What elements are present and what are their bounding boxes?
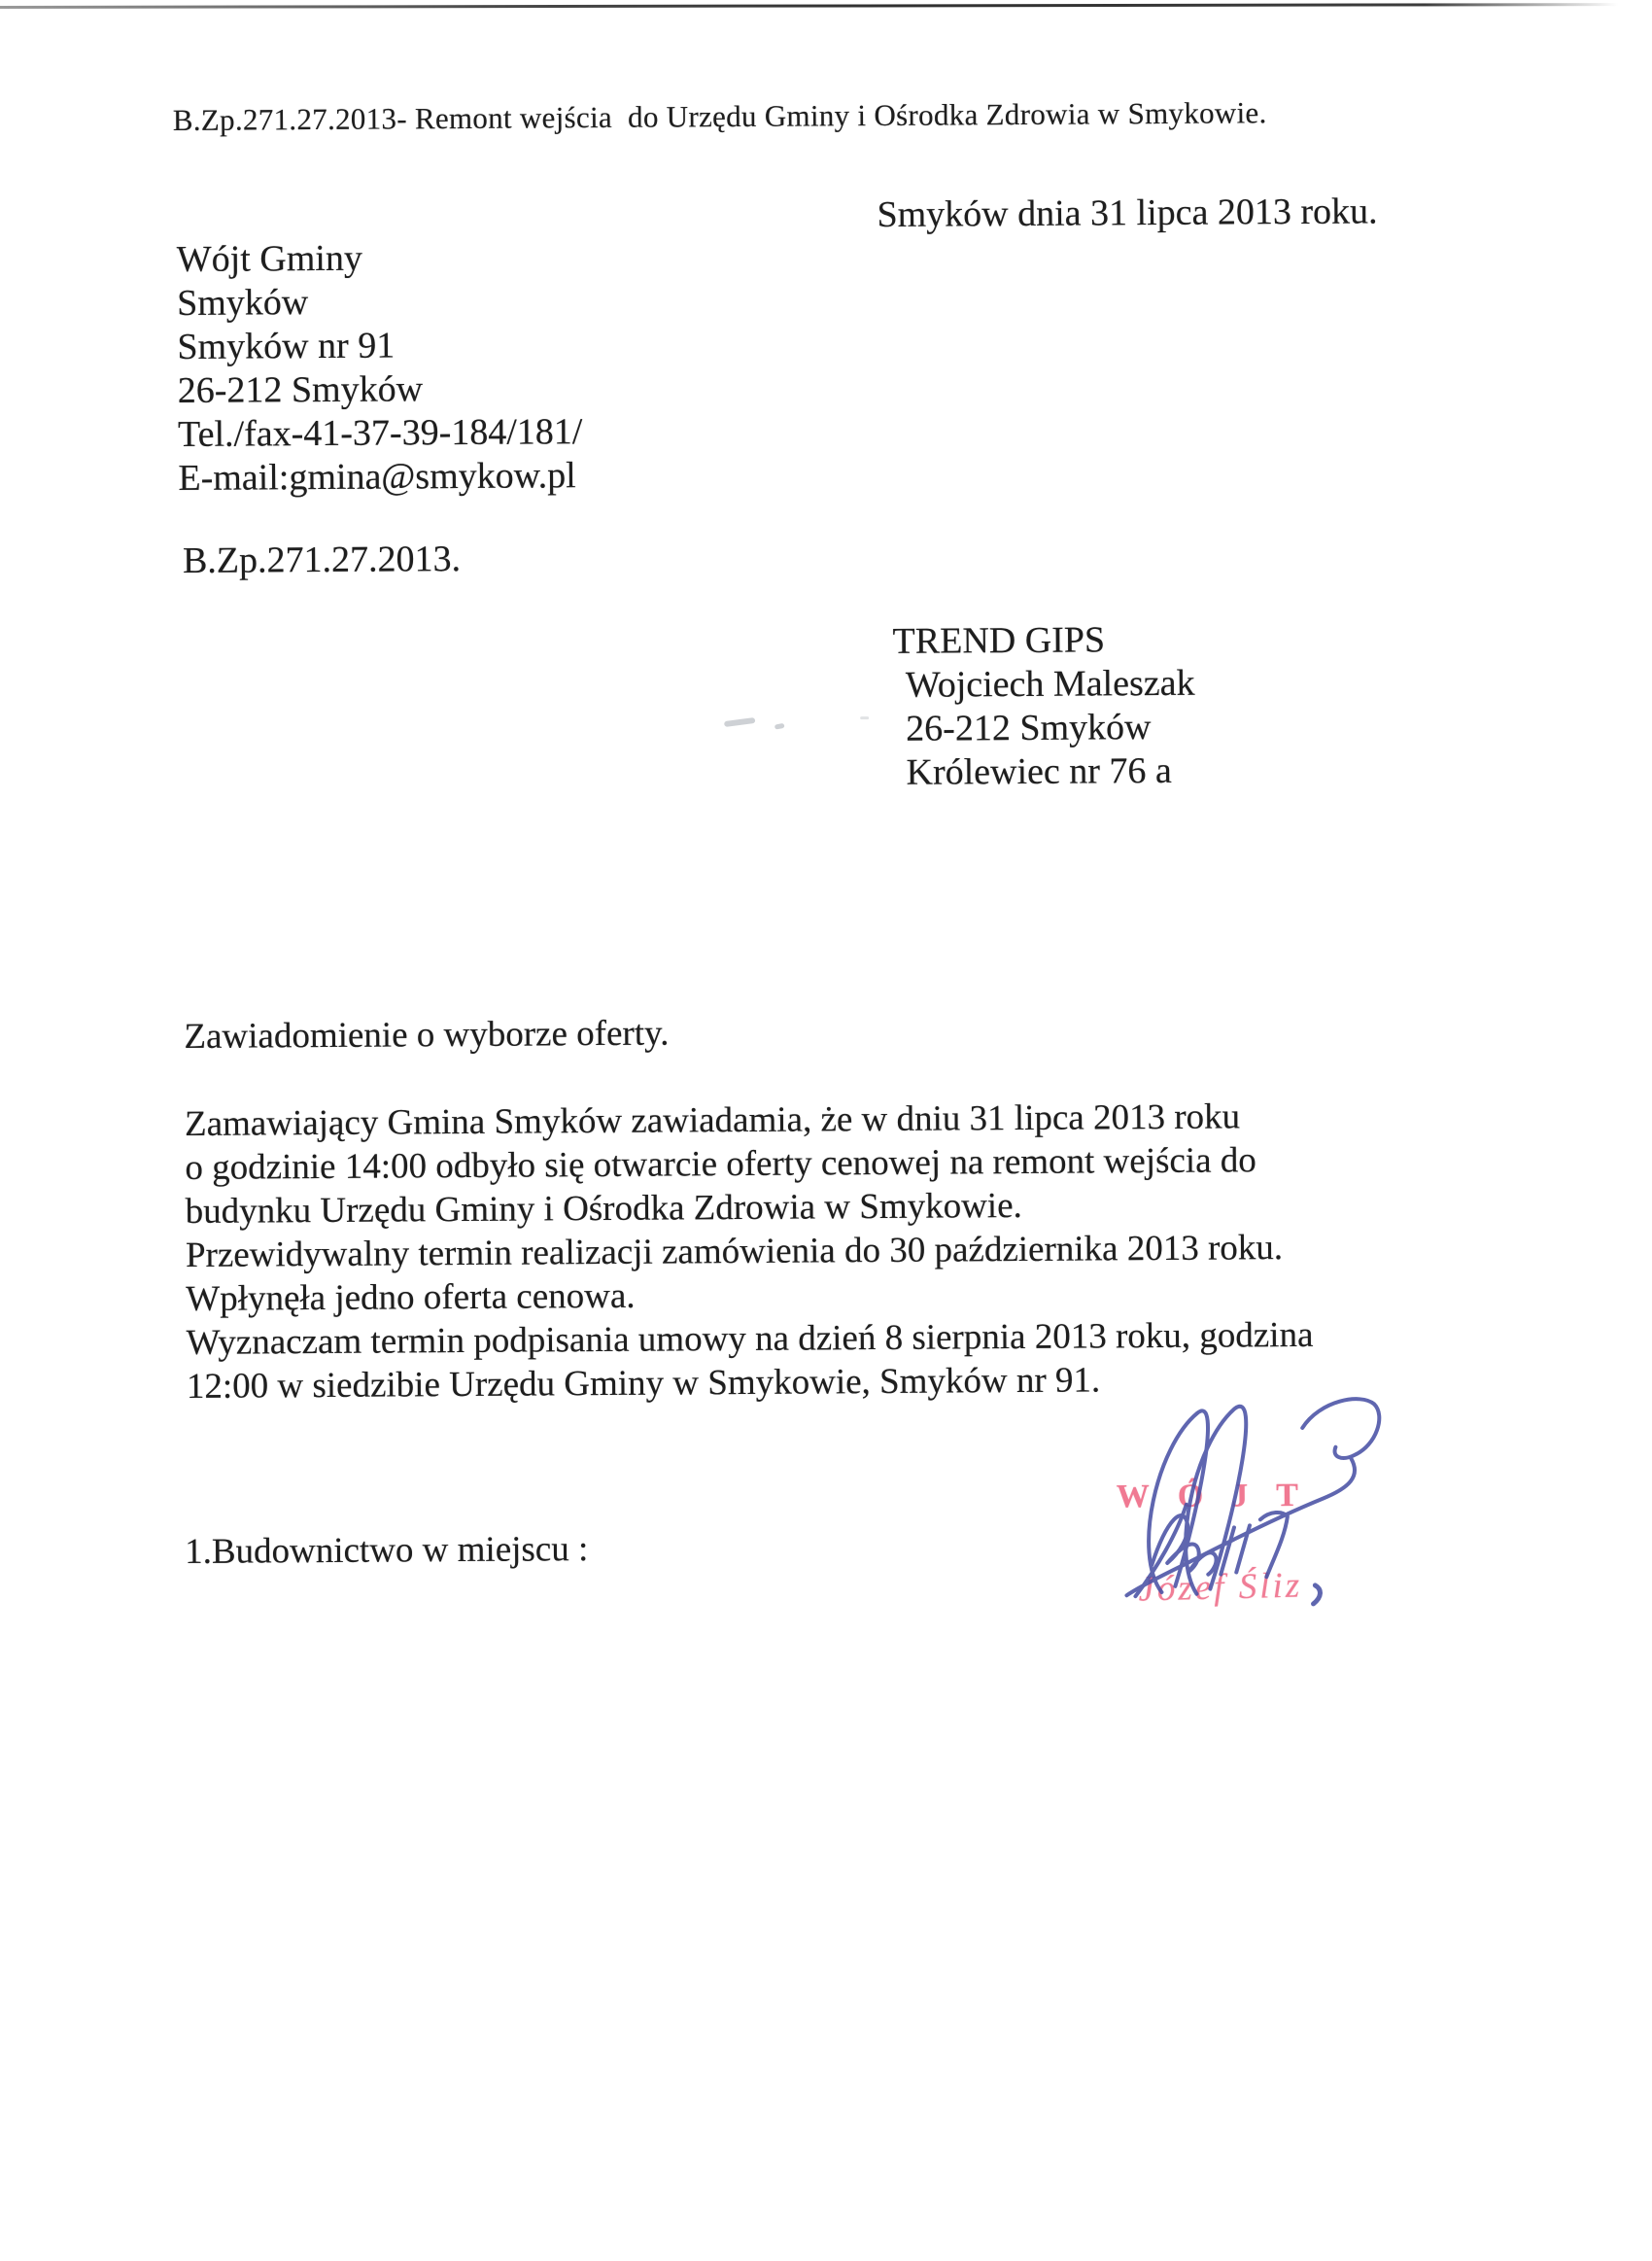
sender-line: Smyków nr 91	[177, 325, 396, 368]
recipient-postal: 26-212 Smyków	[906, 707, 1152, 749]
date-line: Smyków dnia 31 lipca 2013 roku.	[877, 191, 1378, 236]
recipient-address-block	[892, 618, 1195, 795]
sender-line: Smyków	[177, 282, 309, 325]
sender-line: Wójt Gminy	[176, 237, 363, 281]
body-line: 12:00 w siedzibie Urzędu Gminy w Smykowie, Smyków nr 91.	[186, 1360, 1101, 1407]
recipient-company: TREND GIPS	[892, 619, 1106, 662]
body-line: Przewidywalny termin realizacji zamówienia do 30 października 2013 roku.	[185, 1228, 1284, 1275]
recipient-street: Królewiec nr 76 a	[906, 749, 1172, 793]
stamp-signatory-name: Józef Śliz	[1137, 1565, 1303, 1610]
subject-line: Zawiadomienie o wyborze oferty.	[184, 1013, 670, 1058]
pencil-smudge-artifact	[774, 723, 785, 730]
reference-number: B.Zp.271.27.2013.	[182, 539, 462, 581]
recipient-name: Wojciech Maleszak	[905, 662, 1195, 706]
pencil-smudge-artifact	[724, 717, 756, 727]
body-line: Wpłynęła jedno oferta cenowa.	[186, 1275, 636, 1319]
pen-signature	[1090, 1388, 1403, 1618]
wojt-office-stamp-text: WÓJT	[1116, 1477, 1326, 1515]
sender-address-block	[177, 235, 583, 501]
body-line: budynku Urzędu Gminy i Ośrodka Zdrowia w Smykowie.	[185, 1185, 1022, 1232]
body-line: Zamawiający Gmina Smyków zawiadamia, że w dniu 31 lipca 2013 roku	[184, 1096, 1241, 1144]
body-line: o godzinie 14:00 odbyło się otwarcie oferty cenowej na remont wejścia do	[185, 1140, 1256, 1188]
signature-g-curve	[1302, 1399, 1380, 1458]
signature-stroke-i2	[1236, 1525, 1250, 1572]
sender-line: Tel./fax-41-37-39-184/181/	[177, 411, 583, 456]
sender-line: E-mail:gmina@smykow.pl	[178, 455, 576, 500]
case-reference-header: B.Zp.271.27.2013- Remont wejścia do Urzędu Gminy i Ośrodka Zdrowia w Smykowie.	[172, 95, 1267, 138]
sender-line: 26-212 Smyków	[177, 368, 424, 412]
pen-comma-mark	[1313, 1585, 1320, 1604]
body-line: Wyznaczam termin podpisania umowy na dzień 8 sierpnia 2013 roku, godzina	[186, 1314, 1314, 1363]
body-paragraph	[185, 1095, 1314, 1409]
pencil-smudge-artifact	[860, 716, 869, 719]
footer-note: 1.Budownictwo w miejscu :	[184, 1529, 589, 1573]
